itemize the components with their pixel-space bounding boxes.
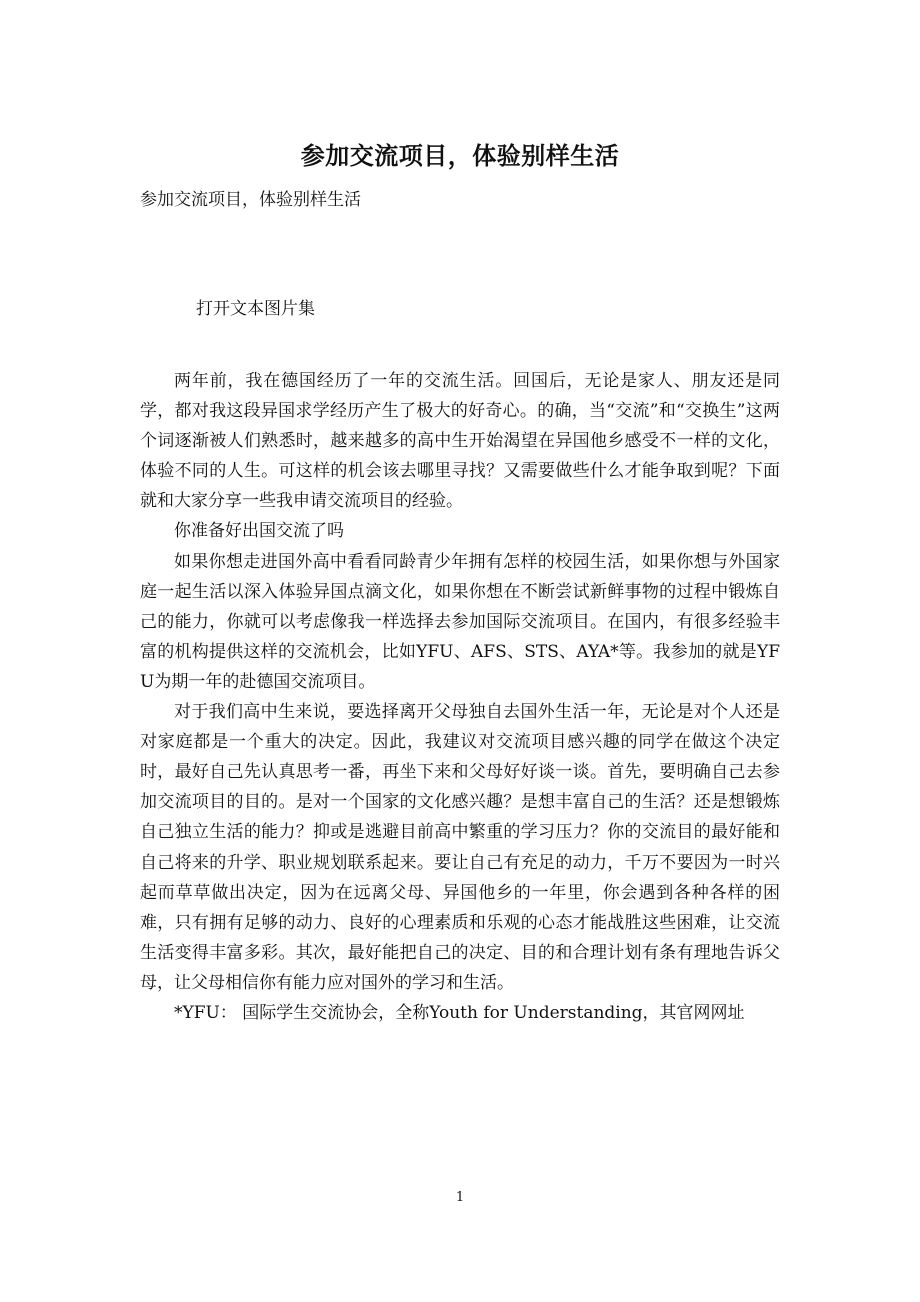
paragraph-programs: 如果你想走进国外高中看看同龄青少年拥有怎样的校园生活，如果你想与外国家庭一起生活以深入体验异国点滴文化，如果你想在不断尝试新鲜事物的过程中锻炼自己的能力，你就可以考虑像我一样选择去参加国际交流项目。在国内，有很多经验丰富的机构提供这样的交流机会，比如YFU、AFS、STS、AYA*等。我参加的就是YFU为期一年的赴德国交流项目。	[140, 551, 780, 692]
document-subtitle: 参加交流项目，体验别样生活	[140, 190, 361, 210]
footnote-yfu: *YFU： 国际学生交流协会，全称Youth for Understanding，其官网网址	[174, 1002, 745, 1023]
page-number: 1	[455, 1190, 465, 1205]
document-body	[140, 366, 780, 1028]
paragraph-intro: 两年前，我在德国经历了一年的交流生活。回国后，无论是家人、朋友还是同学，都对我这段异国求学经历产生了极大的好奇心。的确，当“交流”和“交换生”这两个词逐渐被人们熟悉时，越来越多的高中生开始渴望在异国他乡感受不一样的文化，体验不同的人生。可这样的机会该去哪里寻找？又需要做些什么才能争取到呢？下面就和大家分享一些我申请交流项目的经验。	[140, 371, 780, 512]
document-title: 参加交流项目，体验别样生活	[300, 141, 620, 170]
paragraph-decision: 对于我们高中生来说，要选择离开父母独自去国外生活一年，无论是对个人还是对家庭都是一个重大的决定。因此，我建议对交流项目感兴趣的同学在做这个决定时，最好自己先认真思考一番，再坐下来和父母好好谈一谈。首先，要明确自己去参加交流项目的目的。是对一个国家的文化感兴趣？是想丰富自己的生活？还是想锻炼自己独立生活的能力？抑或是逃避目前高中繁重的学习压力？你的交流目的最好能和自己将来的升学、职业规划联系起来。要让自己有充足的动力，千万不要因为一时兴起而草草做出决定，因为在远离父母、异国他乡的一年里，你会遇到各种各样的困难，只有拥有足够的动力、良好的心理素质和乐观的心态才能战胜这些困难，让交流生活变得丰富多彩。其次，最好能把自己的决定、目的和合理计划有条有理地告诉父母，让父母相信你有能力应对国外的学习和生活。	[140, 702, 780, 993]
open-image-gallery-link[interactable]: 打开文本图片集	[196, 299, 315, 319]
section-heading: 你准备好出国交流了吗	[174, 521, 344, 542]
